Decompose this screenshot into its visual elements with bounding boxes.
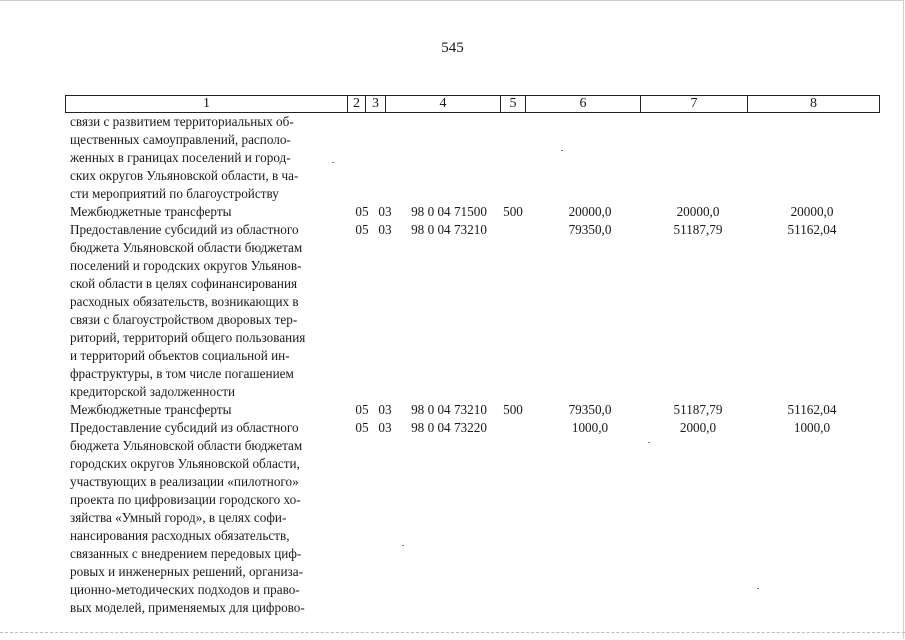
scan-edge-line [0,632,905,634]
row-description-line: бюджета Ульяновской области бюджетам [70,240,303,255]
row-description-line: и территорий объектов социальной ин- [70,348,290,363]
row-description-line: Межбюджетные трансферты [70,204,232,219]
column-header-6: 6 [526,96,641,112]
row-description-line: ских округов Ульяновской области, в ча- [70,168,299,183]
table-header-row [65,95,880,113]
row-description-line: ской области в целях софинансирования [70,276,298,291]
scan-speck [402,545,404,546]
row-cell-c3: 03 [378,402,392,417]
row-cell-c2: 05 [355,222,369,237]
column-header-5: 5 [501,96,526,112]
row-description-line: бюджета Ульяновской области бюджетам [70,438,303,453]
row-cell-c8: 1000,0 [793,420,831,435]
row-cell-c7: 51187,79 [673,402,723,417]
row-cell-c8: 51162,04 [787,222,837,237]
column-header-2: 2 [348,96,366,112]
row-cell-c2: 05 [355,402,369,417]
row-cell-c7: 51187,79 [673,222,723,237]
row-description-line: вых моделей, применяемых для цифрово- [70,600,305,615]
row-cell-c5: 500 [503,402,523,417]
row-cell-c7: 20000,0 [676,204,720,219]
row-cell-c3: 03 [378,222,392,237]
page-number: 545 [441,40,464,56]
row-description-line: расходных обязательств, возникающих в [70,294,299,309]
row-description-line: связи с благоустройством дворовых тер- [70,312,298,327]
row-cell-c8: 51162,04 [787,402,837,417]
row-cell-c2: 05 [355,204,369,219]
row-description-line: женных в границах поселений и город- [70,150,291,165]
row-description-line: щественных самоуправлений, располо- [70,132,291,147]
column-header-7: 7 [641,96,748,112]
row-cell-c6: 1000,0 [571,420,609,435]
column-header-4: 4 [386,96,501,112]
row-description-line: связи с развитием территориальных об- [70,114,294,129]
row-description-line: Предоставление субсидий из областного [70,420,299,435]
row-description-line: ровых и инженерных решений, организа- [70,564,303,579]
row-cell-c6: 79350,0 [568,222,612,237]
row-cell-c3: 03 [378,204,392,219]
row-cell-c7: 2000,0 [679,420,717,435]
row-cell-c5: 500 [503,204,523,219]
row-cell-c4: 98 0 04 73210 [411,402,487,417]
row-description-line: поселений и городских округов Ульянов- [70,258,302,273]
row-cell-c6: 20000,0 [568,204,612,219]
row-description-line: сти мероприятий по благоустройству [70,186,279,201]
column-header-1: 1 [66,96,348,112]
row-description-line: зяйства «Умный город», в целях софи- [70,510,287,525]
row-cell-c4: 98 0 04 71500 [411,204,487,219]
row-description-line: участвующих в реализации «пилотного» [70,474,299,489]
row-description-line: связанных с внедрением передовых циф- [70,546,302,561]
row-cell-c3: 03 [378,420,392,435]
scan-speck [332,162,334,163]
row-cell-c4: 98 0 04 73220 [411,420,487,435]
row-description-line: риторий, территорий общего пользования [70,330,306,345]
column-header-8: 8 [810,96,817,111]
row-description-line: кредиторской задолженности [70,384,236,399]
row-description-line: фраструктуры, в том числе погашением [70,366,294,381]
scan-speck [757,588,759,589]
row-description-line: ционно-методических подходов и право- [70,582,300,597]
scan-speck [561,150,563,151]
row-cell-c8: 20000,0 [790,204,834,219]
row-description-line: нансирования расходных обязательств, [70,528,290,543]
row-cell-c2: 05 [355,420,369,435]
row-description-line: проекта по цифровизации городского хо- [70,492,301,507]
row-description-line: Межбюджетные трансферты [70,402,232,417]
column-header-3: 3 [366,96,386,112]
scan-speck [648,442,650,443]
row-description-line: городских округов Ульяновской области, [70,456,300,471]
row-cell-c4: 98 0 04 73210 [411,222,487,237]
row-cell-c6: 79350,0 [568,402,612,417]
row-description-line: Предоставление субсидий из областного [70,222,299,237]
